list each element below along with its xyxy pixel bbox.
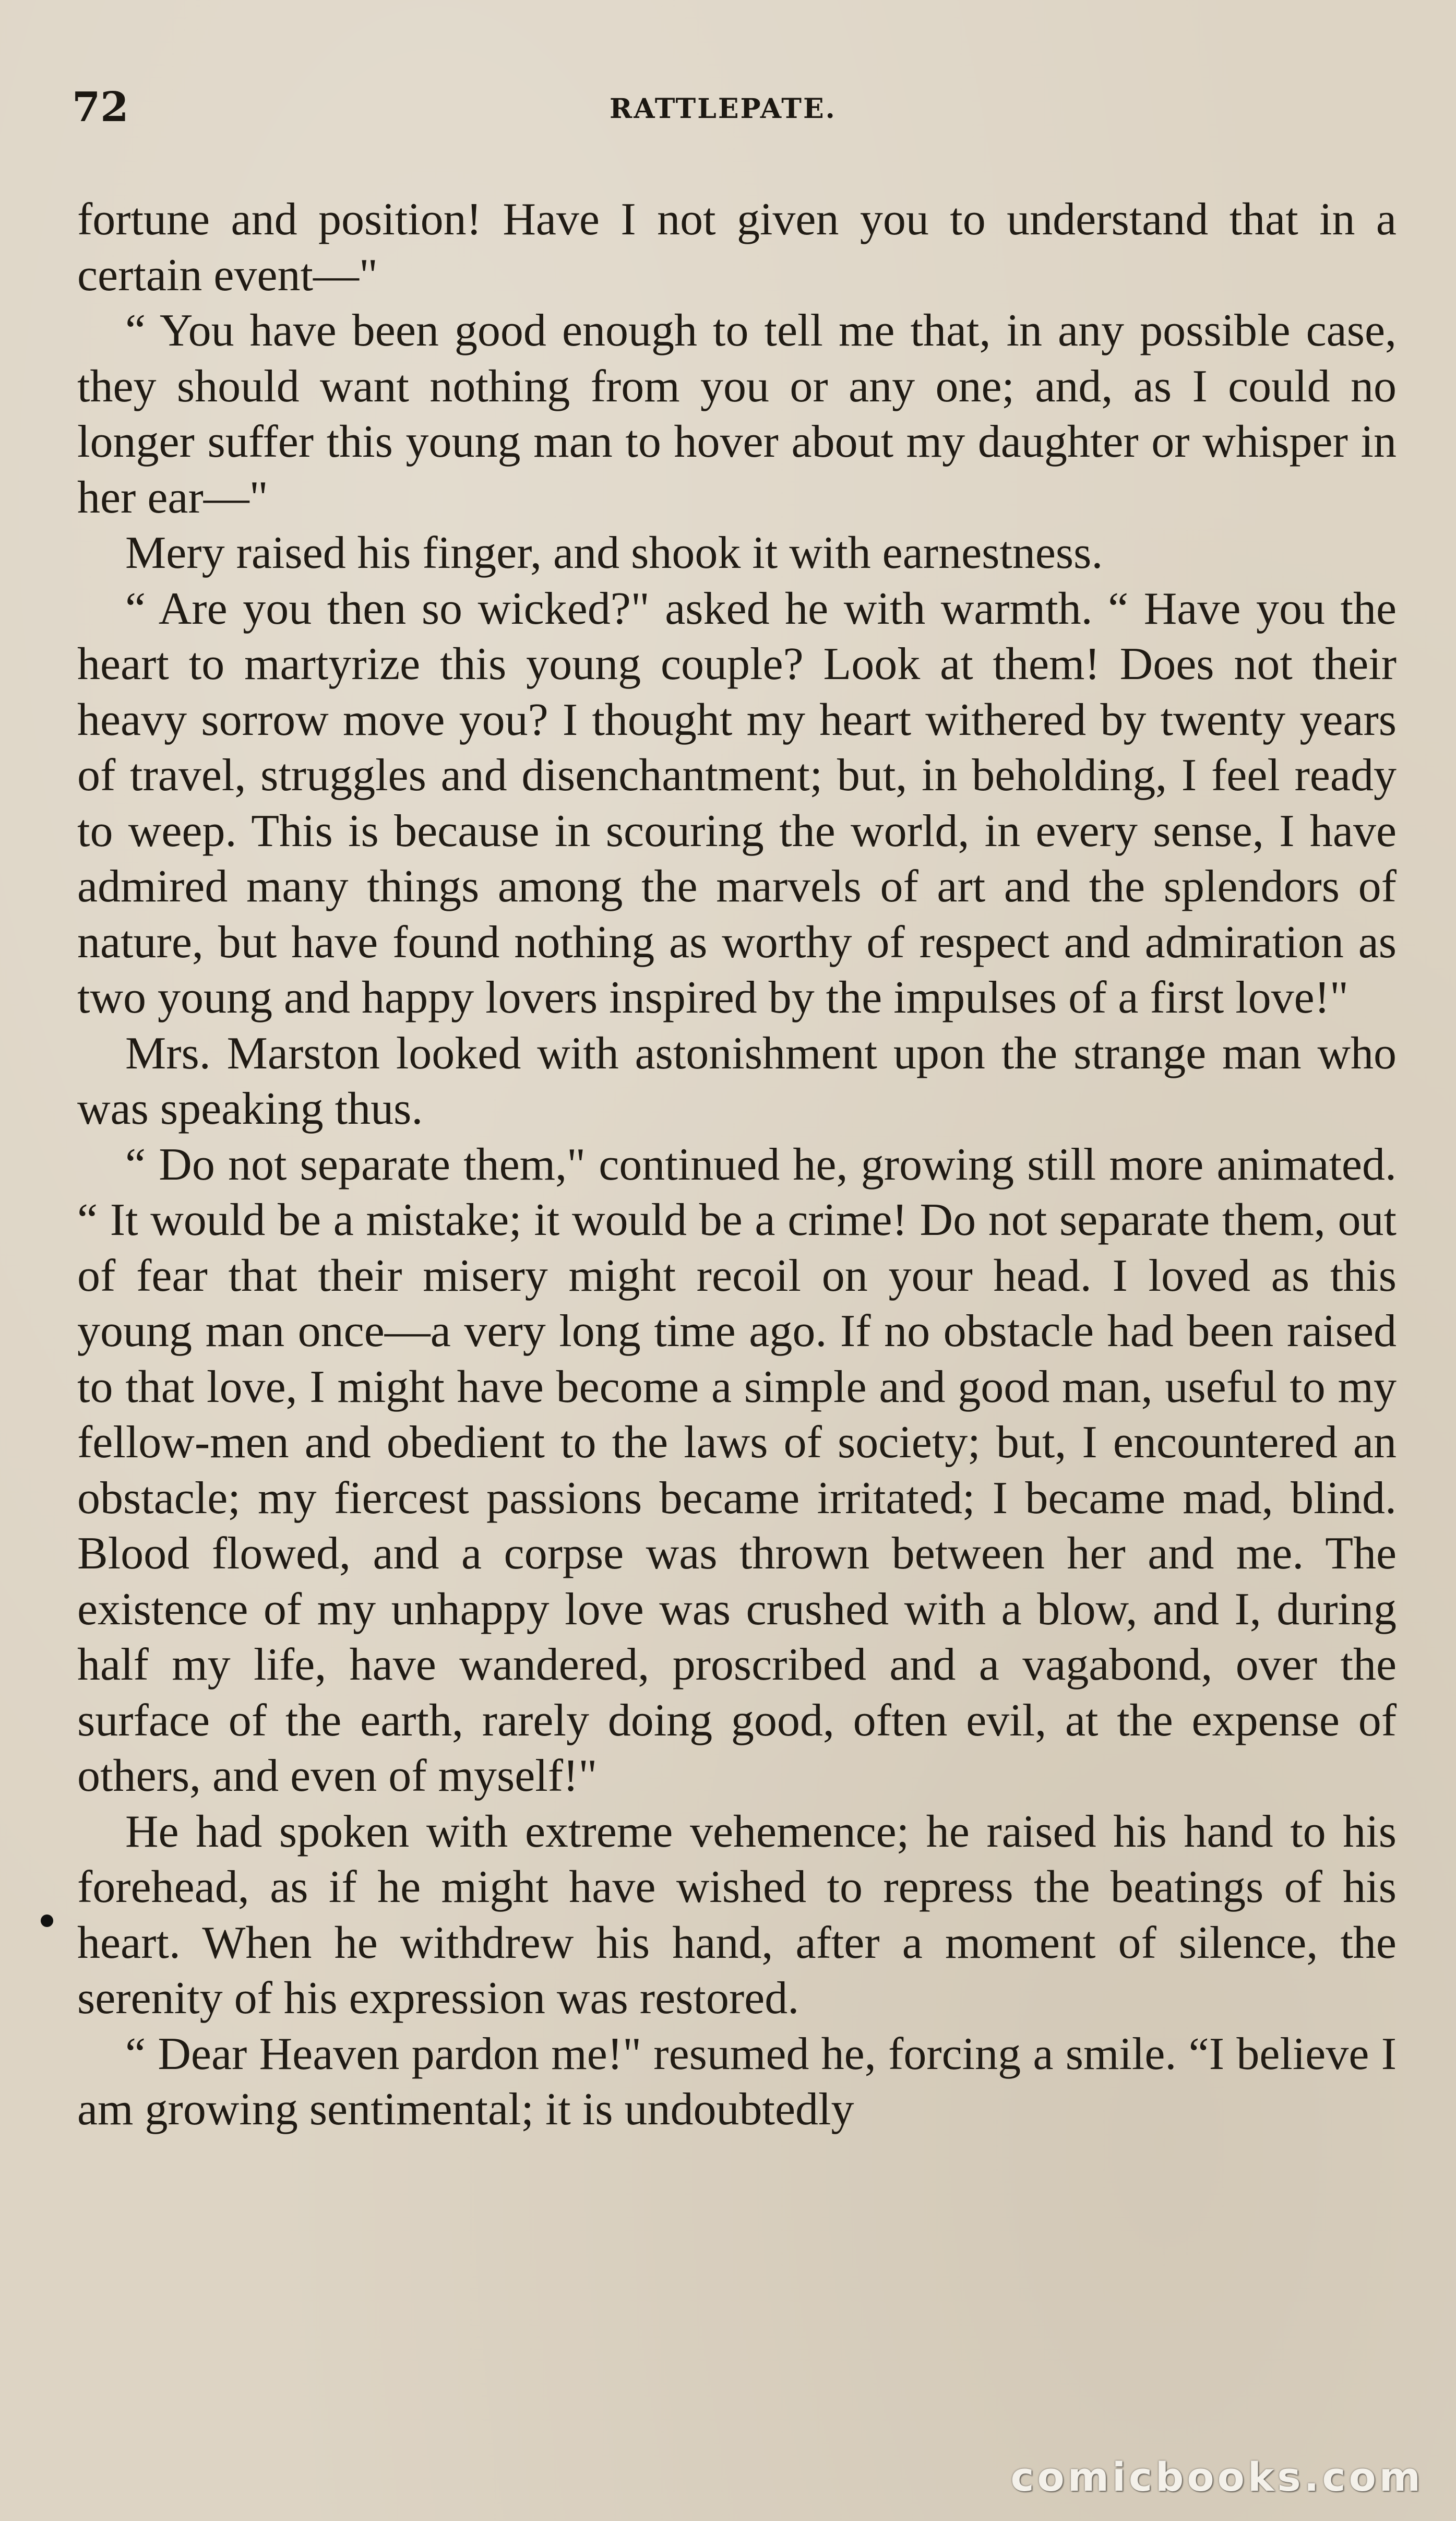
paragraph: “ Dear Heaven pardon me!" resumed he, forcing a smile. “I believe I am growing sentimental; it is undoubtedly — [77, 2028, 1397, 2135]
ink-speck — [41, 1914, 53, 1927]
running-head: RATTLEPATE. — [610, 93, 837, 125]
paragraph: fortune and position! Have I not given you to understand that in a certain event—" — [77, 194, 1397, 301]
paragraph: Mery raised his finger, and shook it with earnestness. — [125, 528, 1103, 578]
paragraph: “ Do not separate them," continued he, growing still more animated. “ It would be a mistake; it would be a crime! Do not separate them, out of fear that their misery might recoil on your head. I loved as this young man once—a very long time ago. If no obstacle had been raised to that love, I might have become a simple and good man, useful to my fellow-men and obedient to the laws of society; but, I encountered an obstacle; my fiercest passions became irritated; I became mad, blind. Blood flowed, and a corpse was thrown between her and me. The existence of my unhappy love was crushed with a blow, and I, during half my life, have wandered, proscribed and a vagabond, over the surface of the earth, rarely doing good, often evil, at the expense of others, and even of myself!" — [77, 1139, 1397, 1801]
paragraph: “ You have been good enough to tell me that, in any possible case, they should want nothing from you or any one; and, as I could no longer suffer this young man to hover about my daughter or whisper in her ear—" — [77, 305, 1397, 523]
page-header — [72, 84, 1392, 146]
watermark: comicbooks.com — [1010, 2454, 1424, 2500]
page-number: 72 — [72, 84, 129, 131]
paragraph: “ Are you then so wicked?" asked he with warmth. “ Have you the heart to martyrize this young couple? Look at them! Does not their heavy sorrow move you? I thought my heart withered by twenty years of travel, struggles and disenchantment; but, in beholding, I feel ready to weep. This is because in scouring the world, in every sense, I have admired many things among the marvels of art and the splendors of nature, but have found nothing as worthy of respect and admiration as two young and happy lovers inspired by the impulses of a first love!" — [77, 583, 1397, 1023]
paragraph: Mrs. Marston looked with astonishment upon the strange man who was speaking thus. — [77, 1028, 1397, 1134]
paragraph: He had spoken with extreme vehemence; he raised his hand to his forehead, as if he might have wished to repress the beatings of his heart. When he withdrew his hand, after a moment of silence, the serenity of his expression was restored. — [77, 1806, 1397, 2024]
body-text — [77, 192, 1397, 2138]
